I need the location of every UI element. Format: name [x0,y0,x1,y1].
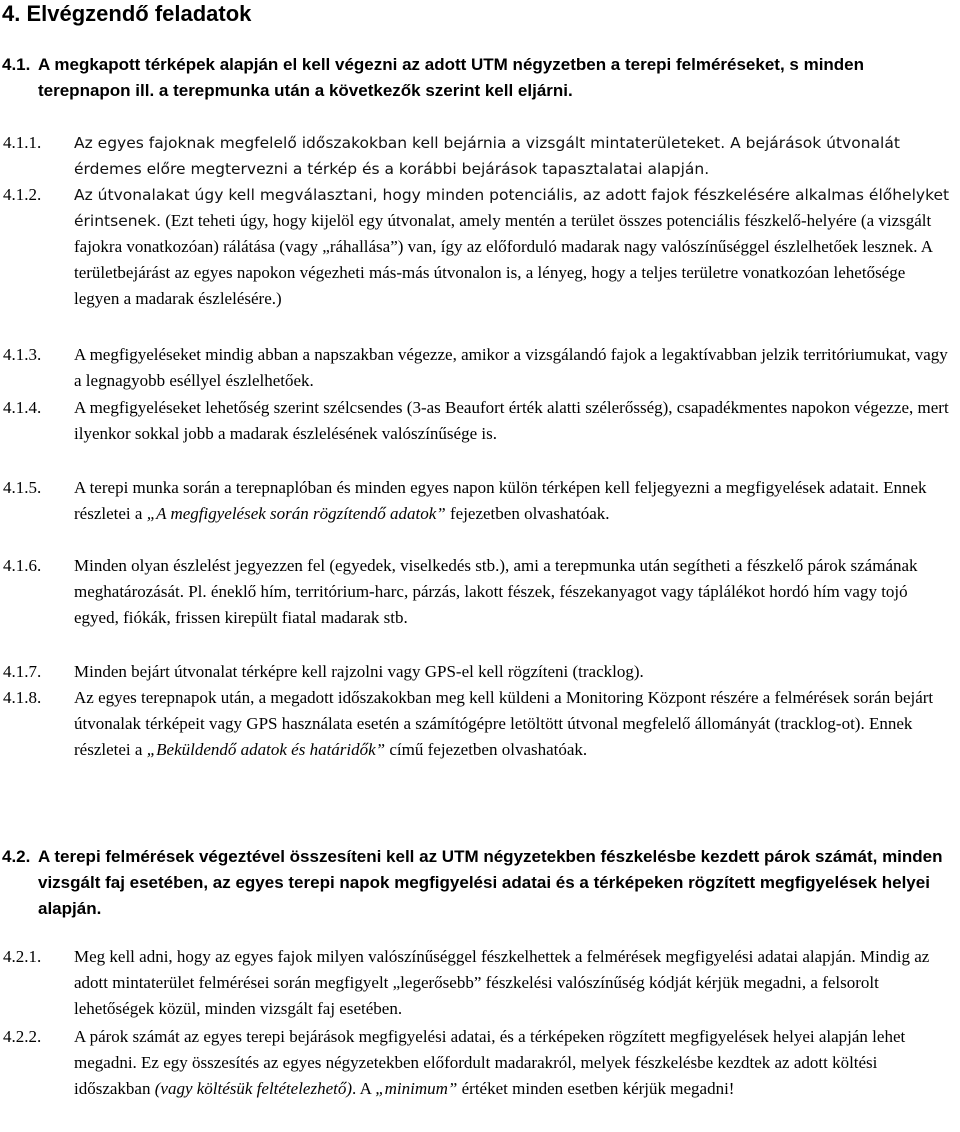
item-number: 4.2.2. [3,1027,42,1046]
item-text-italic: „minimum” [375,1079,458,1098]
item-text-part: (Ezt teheti úgy, hogy kijelöl egy útvonalat, amely mentén a terület összes potenciális fészkelő-helyére (a vizsgált fajokra vonatkozóan) rálátása (vagy „ráhallása”) van, így az előforduló madarak nagy valószínűséggel észlelhetőek lesznek. A területbejárást az egyes napokon végezheti más-más útvonalon is, a lényeg, hogy a teljes területre vonatkozóan lehetősége legyen a madarak észlelésére.) [74,211,933,308]
item-number: 4.1.1. [3,133,42,152]
item-number: 4.1.7. [3,662,42,681]
heading-4-1 [0,52,960,106]
item-text [74,182,954,312]
item-text: Minden olyan észlelést jegyezzen fel (egyedek, viselkedés stb.), ami a terepmunka után segítheti a fészkelő párok számának meghatározását. Pl. éneklő hím, territórium-harc, párzás, lakott fészek, fészekanyagot vagy táplálékot hordó hím vagy tojó egyed, fiókák, frissen kirepült fiatal madarak stb. [74,556,918,627]
item-text [74,1024,954,1102]
item-text-part: fejezetben olvashatóak. [445,504,610,523]
item-number: 4.1.3. [3,345,42,364]
item-number: 4.1.5. [3,478,42,497]
item-text [74,685,954,763]
heading-text: A megkapott térképek alapján el kell végezni az adott UTM négyzetben a terepi felméréseket, s minden terepnapon ill. a terepmunka után a következők szerint kell eljárni. [38,55,865,100]
item-text-part: A párok számát az egyes terepi bejárások megfigyelési adatai, és a térképeken rögzített megfigyelések helyei alapján lehet megadni. Ez egy összesítés az egyes négyzetekben előfordult madarakról, melyek fészkelésbe kezdtek az adott költési időszakban [74,1027,906,1098]
item-number: 4.1.8. [3,688,42,707]
item-text-part: . A [352,1079,376,1098]
item-number: 4.2.1. [3,947,42,966]
item-text-italic: „Beküldendő adatok és határidők” [146,740,386,759]
item-number: 4.1.2. [3,185,42,204]
item-text: A megfigyeléseket lehetőség szerint szélcsendes (3-as Beaufort érték alatti szélerősség), csapadékmentes napokon végezze, mert ilyenkor sokkal jobb a madarak észlelésének valószínűsége is. [74,398,949,443]
item-text-part: című fejezetben olvashatóak. [385,740,588,759]
item-text-part: A terepi munka során a terepnaplóban és minden egyes napon külön térképen kell feljegyezni a megfigyelések adatait. Ennek részletei a [74,478,927,523]
item-text-part: Az útvonalakat úgy kell megválasztani, hogy minden potenciális, az adott fajok fészkelésére alkalmas élőhelyket érintsenek. [74,186,950,230]
heading-4-2 [0,844,960,924]
item-text-italic: „A megfigyelések során rögzítendő adatok” [146,504,446,523]
item-number: 4.1.4. [3,398,42,417]
heading-text: A terepi felmérések végeztével összesíteni kell az UTM négyzetekben fészkelésbe kezdett párok számát, minden vizsgált faj esetében, az egyes terepi napok megfigyelési adatai és a térképeken rögzített megfigyelések helyei alapján. [38,847,943,918]
item-text-part: Az egyes terepnapok után, a megadott időszakokban meg kell küldeni a Monitoring Központ részére a felmérések során bejárt útvonalak térképeit vagy GPS használata esetén a számítógépre letöltött útvonal megfelelő állományát (tracklog-ot). Ennek részletei a [74,688,934,759]
item-text-italic: (vagy költésük feltételezhető) [154,1079,353,1098]
item-text: Meg kell adni, hogy az egyes fajok milyen valószínűséggel fészkelhettek a felmérések megfigyelési adatai alapján. Mindig az adott mintaterület felmérései során megfigyelt „legerősebb” fészkelési valószínűség kódját kérjük megadni, a felsorolt lehetőségek közül, minden vizsgált faj esetében. [74,947,930,1018]
item-text: Az egyes fajoknak megfelelő időszakokban kell bejárnia a vizsgált mintaterületeket. A bejárások útvonalát érdemes előre megtervezni a térkép és a korábbi bejárások tapasztalatai alapján. [74,134,900,178]
item-text [74,475,954,527]
item-text-part: értéket minden esetben kérjük megadni! [457,1079,735,1098]
heading-number: 4.2. [2,847,31,866]
item-text: Minden bejárt útvonalat térképre kell rajzolni vagy GPS-el kell rögzíteni (tracklog). [74,662,644,681]
item-number: 4.1.6. [3,556,42,575]
section-title: 4. Elvégzendő feladatok [2,1,252,26]
heading-number: 4.1. [2,55,31,74]
item-text: A megfigyeléseket mindig abban a napszakban végezze, amikor a vizsgálandó fajok a legaktívabban jelzik territóriumukat, vagy a legnagyobb eséllyel észlelhetőek. [74,345,948,390]
